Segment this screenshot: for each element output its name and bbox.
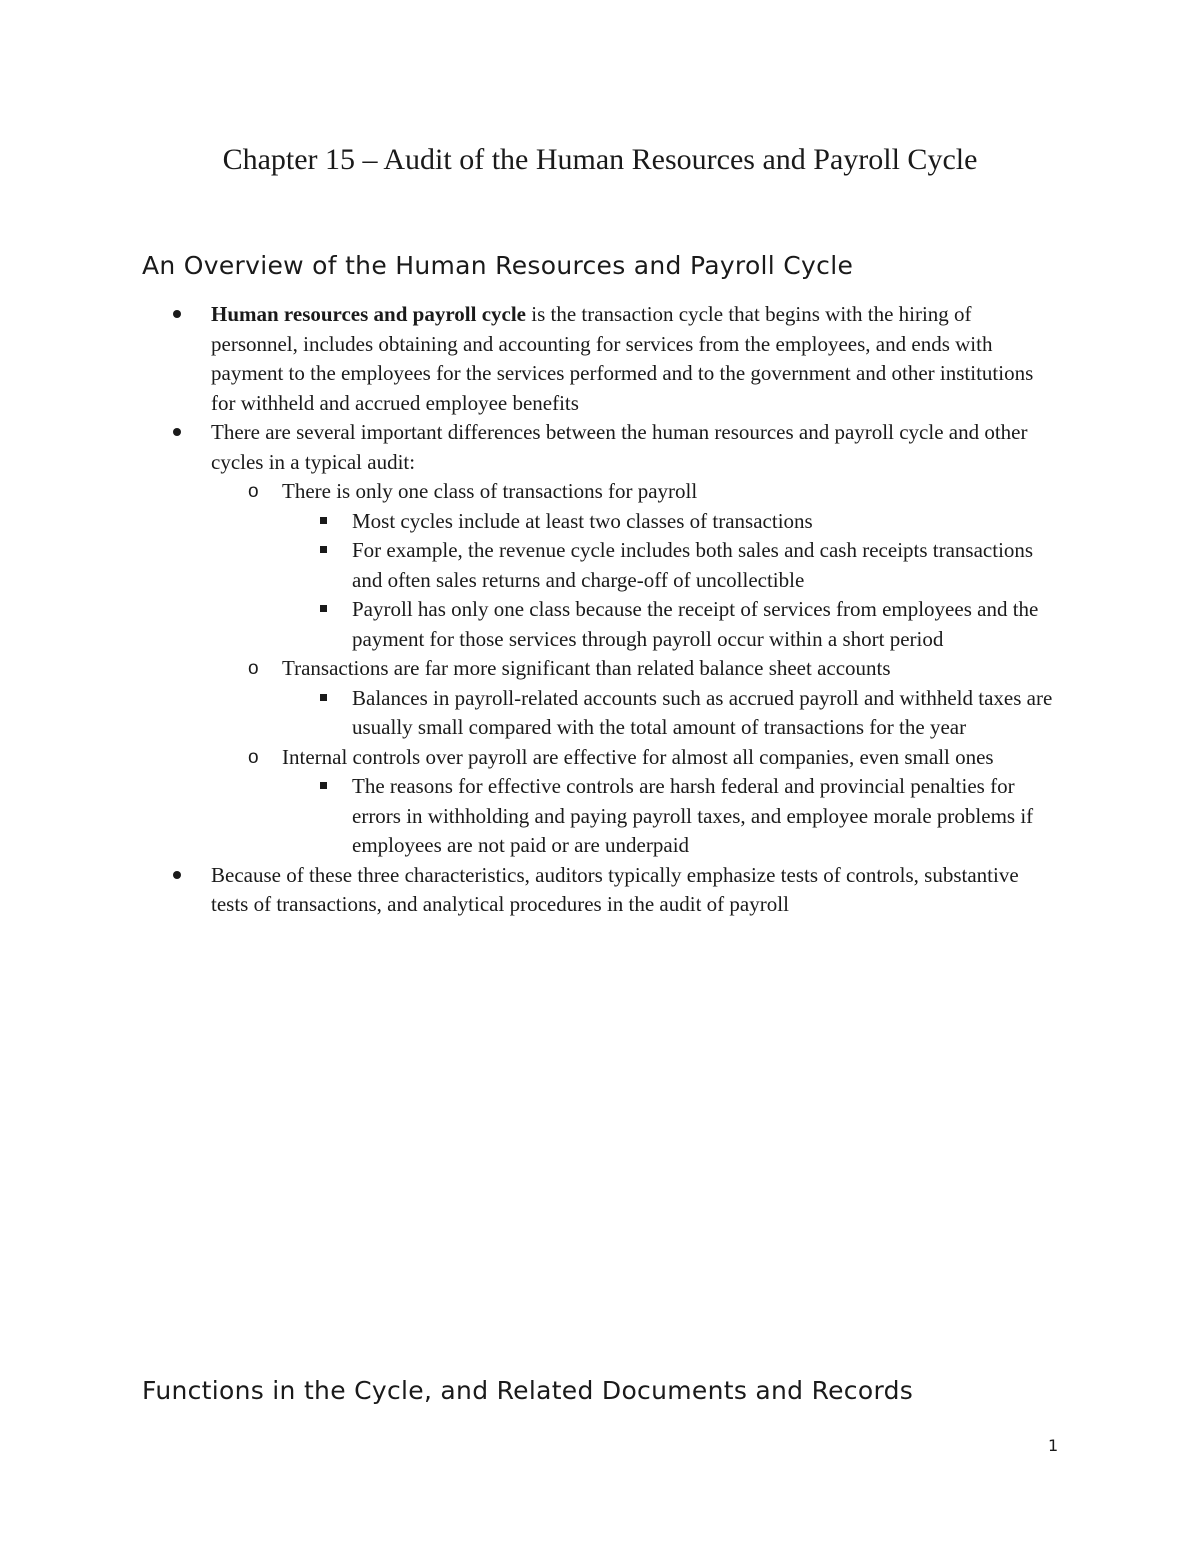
circle-bullet-icon: o <box>248 746 259 768</box>
bullet-icon <box>173 871 181 879</box>
sub-list-item-text: There is only one class of transactions for payroll <box>282 479 698 503</box>
circle-bullet-icon: o <box>248 658 259 679</box>
list-item-text: Because of these three characteristics, auditors typically emphasize tests of controls, substantive tests of transactions, and analytical procedures in the audit of payroll <box>211 862 1019 916</box>
list-item <box>211 861 1061 920</box>
sub-list-item <box>248 654 1062 684</box>
sub-list-item <box>248 743 1062 773</box>
circle-bullet-icon: o <box>248 481 259 502</box>
sub-sub-list-item <box>352 684 1062 743</box>
page-number: 1 <box>1048 1436 1059 1455</box>
definition-text: is the transaction cycle that begins with the hiring of personnel, includes obtaining and accounting for services from the employees, and ends with payment to the employees for the services performed and to the government and other institutions for withheld and accrued employee benefits <box>211 302 1034 415</box>
sub-sub-list-item-text: Balances in payroll-related accounts such as accrued payroll and withheld taxes are usually small compared with the total amount of transactions for the year <box>352 685 1053 739</box>
sub-sub-list-item-text: The reasons for effective controls are harsh federal and provincial penalties for errors in withholding and paying payroll taxes, and employee morale problems if employees are not paid or are underpaid <box>352 774 1034 857</box>
sub-sub-list-item-text: Most cycles include at least two classes of transactions <box>352 508 813 533</box>
sub-list-item <box>248 477 1062 507</box>
square-bullet-icon <box>320 605 327 612</box>
overview-list <box>0 300 1200 920</box>
sub-sub-list-item-text: For example, the revenue cycle includes both sales and cash receipts transactions and often sales returns and charge-off of uncollectible <box>352 538 1034 592</box>
section-heading-functions: Functions in the Cycle, and Related Documents and Records <box>142 1376 914 1405</box>
page-title: Chapter 15 – Audit of the Human Resources and Payroll Cycle <box>222 143 978 176</box>
list-item <box>211 418 1061 477</box>
bullet-icon <box>173 428 181 436</box>
square-bullet-icon <box>320 694 327 701</box>
section-heading-overview: An Overview of the Human Resources and Payroll Cycle <box>142 251 854 280</box>
square-bullet-icon <box>320 546 327 553</box>
sub-sub-list-item <box>352 772 1062 861</box>
sub-sub-list-item-text: Payroll has only one class because the receipt of services from employees and the payment for those services through payroll occur within a short period <box>352 597 1039 651</box>
sub-sub-list-item <box>352 507 1062 537</box>
sub-sub-list-item <box>352 595 1062 654</box>
sub-list-item-text: Internal controls over payroll are effective for almost all companies, even small ones <box>282 744 994 769</box>
sub-list-item-text: Transactions are far more significant than related balance sheet accounts <box>282 656 891 680</box>
list-item <box>211 300 1061 418</box>
list-item-text: There are several important differences between the human resources and payroll cycle and other cycles in a typical audit: <box>211 420 1028 474</box>
sub-sub-list-item <box>352 536 1062 595</box>
square-bullet-icon <box>320 517 327 524</box>
bullet-icon <box>173 310 181 318</box>
square-bullet-icon <box>320 782 327 789</box>
term-bold: Human resources and payroll cycle <box>211 302 526 326</box>
